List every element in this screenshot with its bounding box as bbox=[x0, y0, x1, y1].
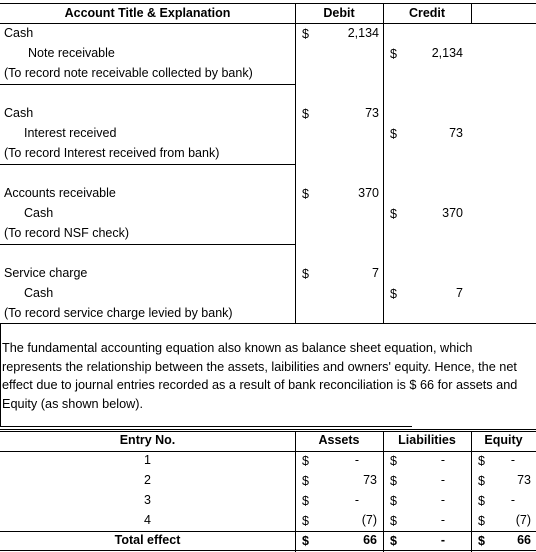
col-header-equity: Equity bbox=[484, 433, 523, 447]
explanation-underline bbox=[0, 244, 295, 245]
entry-number: 2 bbox=[144, 473, 151, 487]
assets-value: (7) bbox=[361, 513, 377, 527]
credit-amount: 73 bbox=[449, 126, 463, 140]
entry-number: 1 bbox=[144, 453, 151, 467]
equity-value: 73 bbox=[517, 473, 531, 487]
liabilities-dollar-sign: $ bbox=[390, 534, 397, 548]
col-header-assets: Assets bbox=[318, 433, 360, 447]
assets-value: - bbox=[354, 453, 359, 467]
debit-amount: 370 bbox=[358, 186, 379, 200]
col-header-liabilities: Liabilities bbox=[398, 433, 456, 447]
assets-value: - bbox=[354, 493, 359, 507]
journal-account-cell: Cash bbox=[24, 206, 54, 220]
equity-dollar-sign: $ bbox=[478, 454, 485, 468]
credit-dollar-sign: $ bbox=[390, 207, 397, 221]
credit-dollar-sign: $ bbox=[390, 127, 397, 141]
total-effect-label: Total effect bbox=[114, 533, 181, 547]
entry-number: 4 bbox=[144, 513, 151, 527]
debit-dollar-sign: $ bbox=[302, 27, 309, 41]
credit-amount: 7 bbox=[456, 286, 463, 300]
liabilities-dollar-sign: $ bbox=[390, 494, 397, 508]
explanation-paragraph: The fundamental accounting equation also known as balance sheet equation, which represents the relationship between the assets, laibilities and owners' equity. Hence, the net effect due to journal entries recorded as a result of bank reconciliation is $ 66 for assets and Equity (as shown below). bbox=[2, 341, 518, 411]
debit-dollar-sign: $ bbox=[302, 107, 309, 121]
equity-dollar-sign: $ bbox=[478, 534, 485, 548]
explanation-underline bbox=[0, 84, 295, 85]
journal-credit-left-border bbox=[383, 3, 384, 323]
paragraph-bottom-border bbox=[0, 426, 412, 427]
debit-dollar-sign: $ bbox=[302, 267, 309, 281]
equity-value: (7) bbox=[515, 513, 531, 527]
effect-top-border bbox=[0, 429, 536, 430]
journal-account-cell: Cash bbox=[4, 106, 34, 120]
col-header-account: Account Title & Explanation bbox=[64, 6, 231, 20]
liabilities-value: - bbox=[440, 493, 445, 507]
total-equity-value: 66 bbox=[517, 533, 531, 547]
total-liabilities-value: - bbox=[440, 533, 445, 547]
liabilities-value: - bbox=[440, 513, 445, 527]
total-assets-value: 66 bbox=[363, 533, 377, 547]
journal-account-cell: Cash bbox=[24, 286, 54, 300]
journal-account-cell: Service charge bbox=[4, 266, 88, 280]
debit-amount: 2,134 bbox=[347, 26, 379, 40]
assets-dollar-sign: $ bbox=[302, 454, 309, 468]
equity-value: - bbox=[510, 453, 515, 467]
explanation-underline bbox=[0, 164, 295, 165]
journal-explanation: (To record service charge levied by bank) bbox=[4, 306, 233, 320]
entry-number: 3 bbox=[144, 493, 151, 507]
equity-value: - bbox=[510, 493, 515, 507]
liabilities-value: - bbox=[440, 453, 445, 467]
equity-dollar-sign: $ bbox=[478, 514, 485, 528]
journal-bottom-border bbox=[0, 323, 536, 324]
journal-explanation: (To record NSF check) bbox=[4, 226, 130, 240]
assets-dollar-sign: $ bbox=[302, 494, 309, 508]
equity-dollar-sign: $ bbox=[478, 474, 485, 488]
journal-explanation: (To record Interest received from bank) bbox=[4, 146, 220, 160]
col-header-debit: Debit bbox=[323, 6, 355, 20]
assets-dollar-sign: $ bbox=[302, 514, 309, 528]
journal-credit-right-border bbox=[471, 3, 472, 23]
col-header-entry: Entry No. bbox=[119, 433, 176, 447]
journal-account-cell: Note receivable bbox=[28, 46, 115, 60]
journal-explanation: (To record note receivable collected by bank) bbox=[4, 66, 253, 80]
col-header-credit: Credit bbox=[408, 6, 446, 20]
journal-account-cell: Accounts receivable bbox=[4, 186, 116, 200]
assets-dollar-sign: $ bbox=[302, 474, 309, 488]
assets-dollar-sign: $ bbox=[302, 534, 309, 548]
equity-dollar-sign: $ bbox=[478, 494, 485, 508]
journal-account-cell: Cash bbox=[4, 26, 34, 40]
credit-amount: 2,134 bbox=[431, 46, 463, 60]
debit-amount: 7 bbox=[372, 266, 379, 280]
liabilities-dollar-sign: $ bbox=[390, 514, 397, 528]
journal-debit-left-border bbox=[295, 3, 296, 323]
credit-dollar-sign: $ bbox=[390, 287, 397, 301]
credit-dollar-sign: $ bbox=[390, 47, 397, 61]
assets-value: 73 bbox=[363, 473, 377, 487]
liabilities-value: - bbox=[440, 473, 445, 487]
effect-bottom-border bbox=[0, 550, 536, 551]
debit-amount: 73 bbox=[365, 106, 379, 120]
paragraph-left-border bbox=[0, 323, 1, 427]
credit-amount: 370 bbox=[442, 206, 463, 220]
liabilities-dollar-sign: $ bbox=[390, 474, 397, 488]
liabilities-dollar-sign: $ bbox=[390, 454, 397, 468]
journal-account-cell: Interest received bbox=[24, 126, 117, 140]
debit-dollar-sign: $ bbox=[302, 187, 309, 201]
